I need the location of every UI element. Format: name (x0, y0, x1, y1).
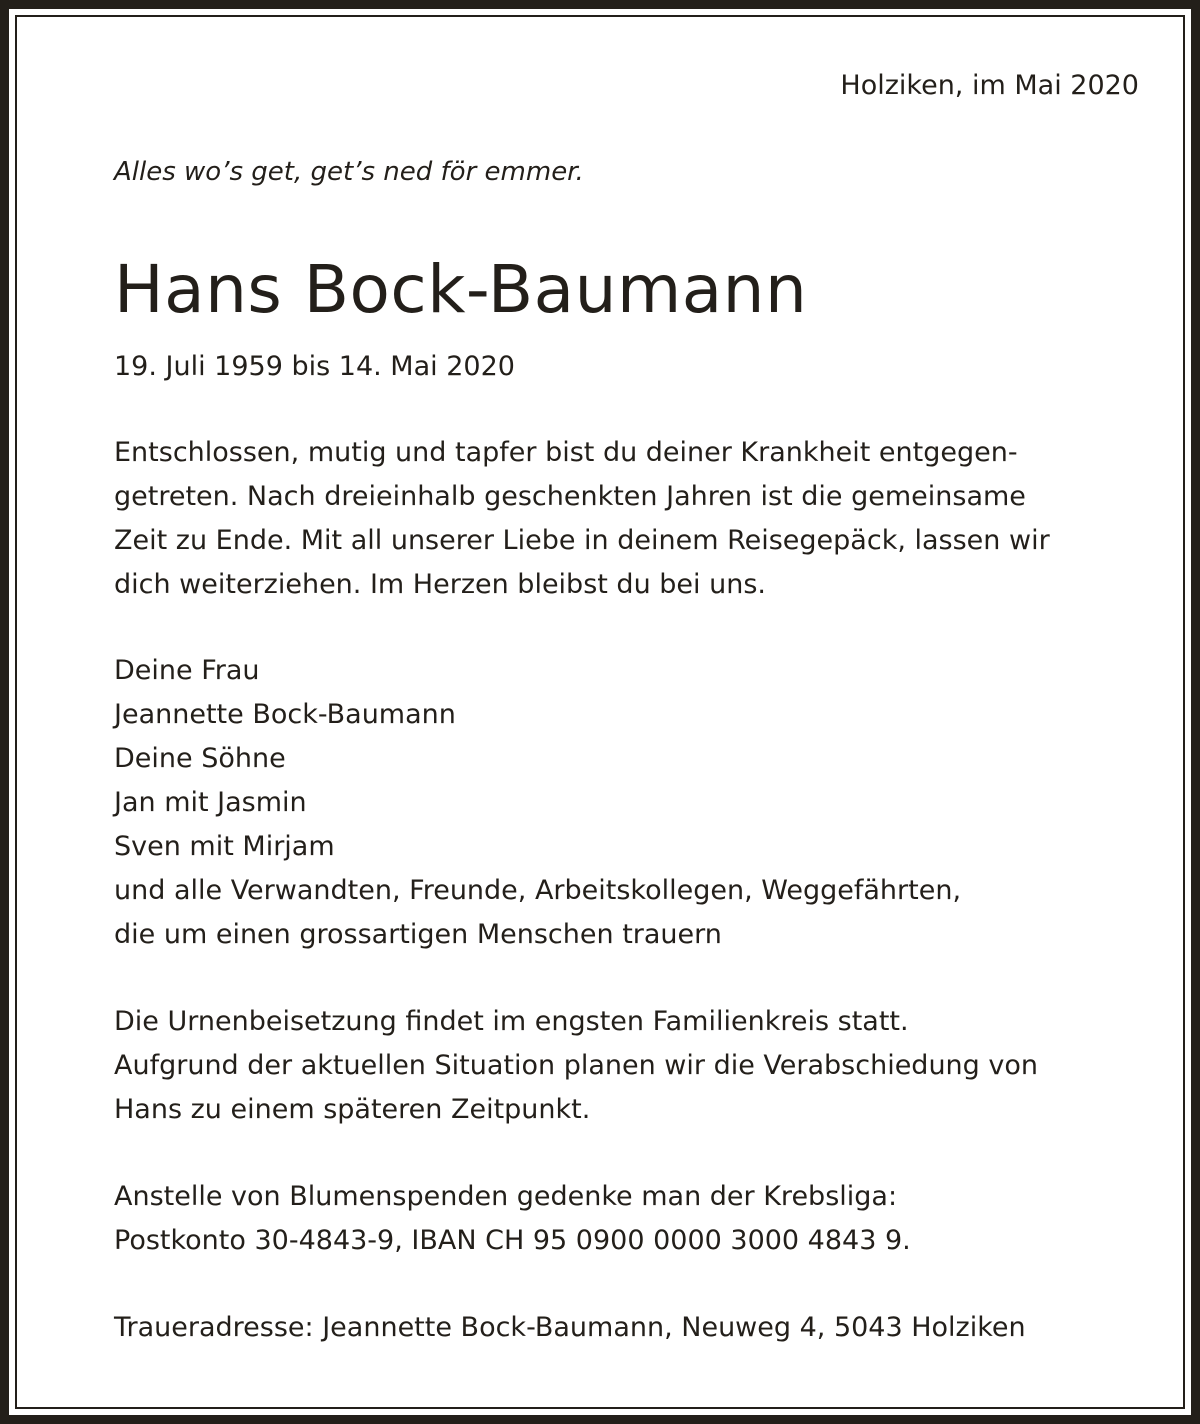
mourner-line: Deine Söhne (114, 743, 286, 774)
mourner-line: Jeannette Bock-Baumann (114, 699, 456, 730)
donation-paragraph (114, 1175, 911, 1263)
mourner-line: die um einen grossartigen Menschen trauern (114, 919, 722, 950)
place-date: Holziken, im Mai 2020 (840, 70, 1139, 101)
mourning-address (114, 1306, 1026, 1350)
mourner-line: Jan mit Jasmin (114, 787, 307, 818)
donation-line: Anstelle von Blumenspenden gedenke man der Krebsliga: (114, 1181, 898, 1212)
intro-line: getreten. Nach dreieinhalb geschenkten Jahren ist die gemeinsame (114, 481, 1026, 512)
intro-line: Entschlossen, mutig und tapfer bist du deiner Krankheit entgegen- (114, 437, 1018, 468)
obituary-notice (114, 0, 1144, 1424)
mourner-line: und alle Verwandten, Freunde, Arbeitskollegen, Weggefährten, (114, 875, 962, 906)
burial-line: Aufgrund der aktuellen Situation planen wir die Verabschiedung von (114, 1050, 1038, 1081)
address-line: Traueradresse: Jeannette Bock-Baumann, Neuweg 4, 5043 Holziken (114, 1312, 1026, 1343)
intro-line: Zeit zu Ende. Mit all unserer Liebe in deinem Reisegepäck, lassen wir (114, 525, 1050, 556)
donation-line: Postkonto 30-4843-9, IBAN CH 95 0900 0000 3000 4843 9. (114, 1225, 911, 1256)
mourner-line: Sven mit Mirjam (114, 831, 335, 862)
motto: Alles wo’s get, get’s ned för emmer. (114, 157, 584, 187)
burial-line: Die Urnenbeisetzung findet im engsten Familienkreis statt. (114, 1006, 909, 1037)
intro-paragraph (114, 431, 1050, 607)
mourner-line: Deine Frau (114, 655, 260, 686)
burial-paragraph (114, 1000, 1038, 1132)
mourners-list (114, 649, 961, 957)
deceased-name: Hans Bock-Baumann (114, 251, 808, 328)
burial-line: Hans zu einem späteren Zeitpunkt. (114, 1094, 591, 1125)
life-dates: 19. Juli 1959 bis 14. Mai 2020 (114, 351, 515, 382)
intro-line: dich weiterziehen. Im Herzen bleibst du bei uns. (114, 569, 766, 600)
